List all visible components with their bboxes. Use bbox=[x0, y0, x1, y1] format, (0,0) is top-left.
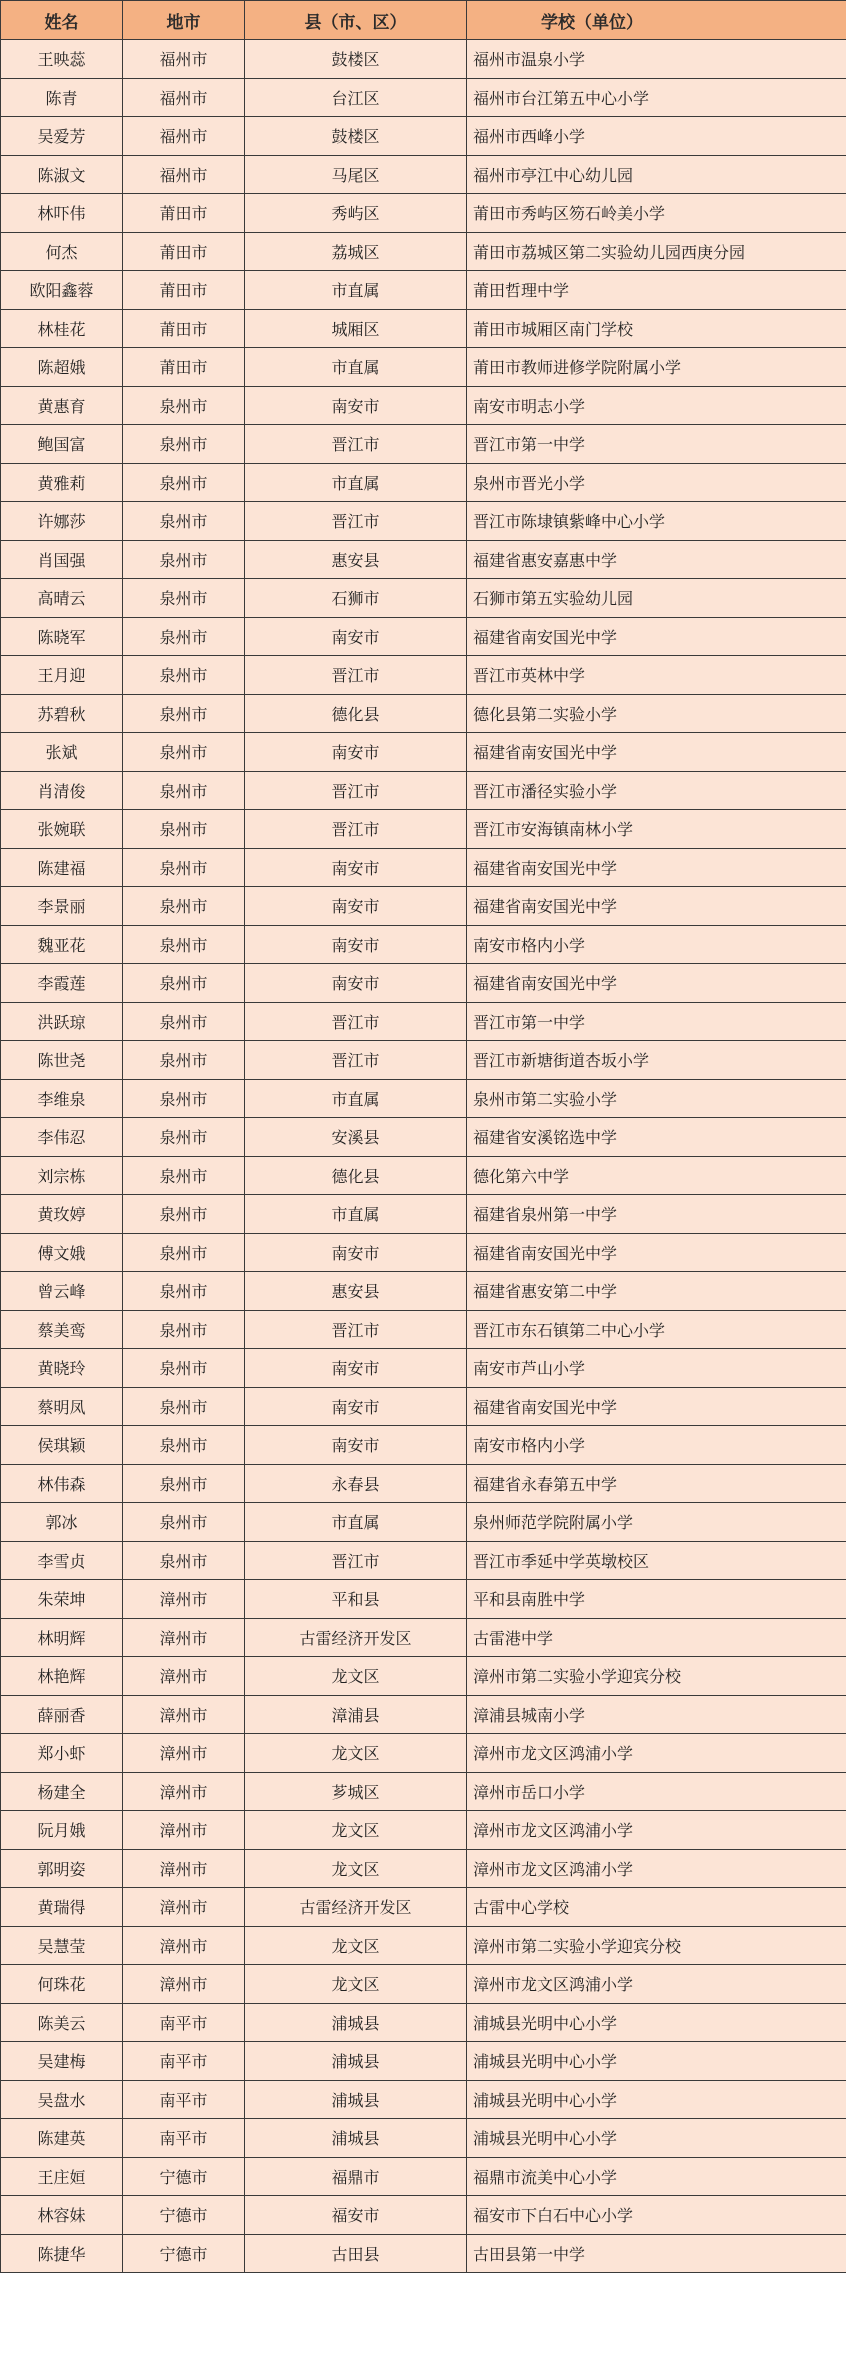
cell-school: 福建省南安国光中学 bbox=[467, 887, 846, 926]
cell-city: 漳州市 bbox=[123, 1657, 245, 1696]
cell-name: 李景丽 bbox=[1, 887, 123, 926]
cell-name: 吴爱芳 bbox=[1, 117, 123, 156]
cell-county: 晋江市 bbox=[245, 1002, 467, 1041]
cell-city: 莆田市 bbox=[123, 232, 245, 271]
cell-county: 台江区 bbox=[245, 78, 467, 117]
table-row bbox=[1, 925, 846, 964]
cell-city: 漳州市 bbox=[123, 1965, 245, 2004]
cell-city: 泉州市 bbox=[123, 771, 245, 810]
cell-county: 安溪县 bbox=[245, 1118, 467, 1157]
cell-school: 福安市下白石中心小学 bbox=[467, 2196, 846, 2235]
cell-name: 林伟森 bbox=[1, 1464, 123, 1503]
cell-county: 市直属 bbox=[245, 271, 467, 310]
cell-name: 张婉联 bbox=[1, 810, 123, 849]
table-row bbox=[1, 2119, 846, 2158]
cell-city: 泉州市 bbox=[123, 694, 245, 733]
cell-name: 陈青 bbox=[1, 78, 123, 117]
cell-city: 漳州市 bbox=[123, 1849, 245, 1888]
cell-name: 何杰 bbox=[1, 232, 123, 271]
cell-city: 漳州市 bbox=[123, 1618, 245, 1657]
cell-school: 古雷中心学校 bbox=[467, 1888, 846, 1927]
table-row bbox=[1, 1118, 846, 1157]
cell-name: 林艳辉 bbox=[1, 1657, 123, 1696]
table-row bbox=[1, 232, 846, 271]
cell-school: 泉州市第二实验小学 bbox=[467, 1079, 846, 1118]
cell-school: 福建省南安国光中学 bbox=[467, 733, 846, 772]
table-row bbox=[1, 1811, 846, 1850]
cell-school: 德化县第二实验小学 bbox=[467, 694, 846, 733]
cell-city: 泉州市 bbox=[123, 1195, 245, 1234]
table-row bbox=[1, 309, 846, 348]
cell-name: 李雪贞 bbox=[1, 1541, 123, 1580]
cell-city: 福州市 bbox=[123, 78, 245, 117]
cell-school: 漳州市龙文区鸿浦小学 bbox=[467, 1734, 846, 1773]
cell-school: 福建省南安国光中学 bbox=[467, 1233, 846, 1272]
cell-name: 李维泉 bbox=[1, 1079, 123, 1118]
cell-school: 泉州市晋光小学 bbox=[467, 463, 846, 502]
table-row bbox=[1, 463, 846, 502]
cell-county: 晋江市 bbox=[245, 1541, 467, 1580]
cell-name: 蔡美鸾 bbox=[1, 1310, 123, 1349]
table-row bbox=[1, 2042, 846, 2081]
cell-school: 漳州市龙文区鸿浦小学 bbox=[467, 1811, 846, 1850]
cell-name: 高晴云 bbox=[1, 579, 123, 618]
table-row bbox=[1, 2234, 846, 2273]
cell-county: 市直属 bbox=[245, 348, 467, 387]
header-row bbox=[1, 1, 846, 40]
cell-county: 南安市 bbox=[245, 733, 467, 772]
cell-school: 南安市格内小学 bbox=[467, 925, 846, 964]
cell-county: 南安市 bbox=[245, 1233, 467, 1272]
cell-county: 龙文区 bbox=[245, 1849, 467, 1888]
cell-city: 泉州市 bbox=[123, 733, 245, 772]
cell-school: 晋江市第一中学 bbox=[467, 425, 846, 464]
cell-city: 漳州市 bbox=[123, 1580, 245, 1619]
cell-name: 陈建英 bbox=[1, 2119, 123, 2158]
cell-county: 平和县 bbox=[245, 1580, 467, 1619]
table-row bbox=[1, 1195, 846, 1234]
table-row bbox=[1, 1002, 846, 1041]
table-row bbox=[1, 194, 846, 233]
cell-city: 泉州市 bbox=[123, 540, 245, 579]
cell-county: 古雷经济开发区 bbox=[245, 1618, 467, 1657]
cell-name: 吴慧莹 bbox=[1, 1926, 123, 1965]
cell-county: 福安市 bbox=[245, 2196, 467, 2235]
table-row bbox=[1, 2196, 846, 2235]
cell-name: 黄瑞得 bbox=[1, 1888, 123, 1927]
cell-name: 薛丽香 bbox=[1, 1695, 123, 1734]
cell-city: 泉州市 bbox=[123, 463, 245, 502]
table-row bbox=[1, 1464, 846, 1503]
cell-city: 泉州市 bbox=[123, 425, 245, 464]
cell-name: 林明辉 bbox=[1, 1618, 123, 1657]
cell-city: 福州市 bbox=[123, 40, 245, 79]
cell-name: 陈世尧 bbox=[1, 1041, 123, 1080]
cell-school: 莆田市荔城区第二实验幼儿园西庚分园 bbox=[467, 232, 846, 271]
table-row bbox=[1, 579, 846, 618]
cell-name: 林容妹 bbox=[1, 2196, 123, 2235]
cell-county: 龙文区 bbox=[245, 1965, 467, 2004]
cell-county: 城厢区 bbox=[245, 309, 467, 348]
cell-city: 漳州市 bbox=[123, 1734, 245, 1773]
cell-school: 漳浦县城南小学 bbox=[467, 1695, 846, 1734]
cell-city: 泉州市 bbox=[123, 1503, 245, 1542]
cell-city: 南平市 bbox=[123, 2003, 245, 2042]
cell-school: 莆田哲理中学 bbox=[467, 271, 846, 310]
cell-school: 平和县南胜中学 bbox=[467, 1580, 846, 1619]
cell-school: 浦城县光明中心小学 bbox=[467, 2042, 846, 2081]
cell-name: 陈晓军 bbox=[1, 617, 123, 656]
table-row bbox=[1, 155, 846, 194]
table-row bbox=[1, 2003, 846, 2042]
cell-county: 惠安县 bbox=[245, 1272, 467, 1311]
cell-city: 宁德市 bbox=[123, 2234, 245, 2273]
cell-county: 漳浦县 bbox=[245, 1695, 467, 1734]
cell-city: 南平市 bbox=[123, 2080, 245, 2119]
header-school: 学校（单位） bbox=[467, 1, 846, 40]
cell-city: 南平市 bbox=[123, 2119, 245, 2158]
cell-city: 泉州市 bbox=[123, 1041, 245, 1080]
table-row bbox=[1, 78, 846, 117]
cell-city: 泉州市 bbox=[123, 1310, 245, 1349]
cell-city: 泉州市 bbox=[123, 1464, 245, 1503]
cell-city: 泉州市 bbox=[123, 1349, 245, 1388]
table-row bbox=[1, 425, 846, 464]
header-city: 地市 bbox=[123, 1, 245, 40]
cell-city: 泉州市 bbox=[123, 1079, 245, 1118]
table-row bbox=[1, 1695, 846, 1734]
cell-name: 何珠花 bbox=[1, 1965, 123, 2004]
table-row bbox=[1, 1156, 846, 1195]
table-row bbox=[1, 1618, 846, 1657]
cell-school: 漳州市第二实验小学迎宾分校 bbox=[467, 1926, 846, 1965]
table-row bbox=[1, 540, 846, 579]
table-row bbox=[1, 1926, 846, 1965]
cell-school: 福建省惠安第二中学 bbox=[467, 1272, 846, 1311]
table-row bbox=[1, 271, 846, 310]
cell-city: 漳州市 bbox=[123, 1695, 245, 1734]
cell-name: 黄晓玲 bbox=[1, 1349, 123, 1388]
cell-county: 龙文区 bbox=[245, 1811, 467, 1850]
table-row bbox=[1, 656, 846, 695]
cell-name: 陈建福 bbox=[1, 848, 123, 887]
cell-name: 曾云峰 bbox=[1, 1272, 123, 1311]
cell-city: 莆田市 bbox=[123, 309, 245, 348]
cell-county: 晋江市 bbox=[245, 771, 467, 810]
cell-school: 南安市格内小学 bbox=[467, 1426, 846, 1465]
table-row bbox=[1, 1580, 846, 1619]
cell-city: 泉州市 bbox=[123, 1541, 245, 1580]
cell-school: 古田县第一中学 bbox=[467, 2234, 846, 2273]
cell-county: 荔城区 bbox=[245, 232, 467, 271]
cell-school: 福州市亭江中心幼儿园 bbox=[467, 155, 846, 194]
cell-city: 漳州市 bbox=[123, 1772, 245, 1811]
cell-school: 石狮市第五实验幼儿园 bbox=[467, 579, 846, 618]
cell-city: 漳州市 bbox=[123, 1811, 245, 1850]
cell-school: 德化第六中学 bbox=[467, 1156, 846, 1195]
cell-school: 福州市温泉小学 bbox=[467, 40, 846, 79]
cell-city: 泉州市 bbox=[123, 925, 245, 964]
cell-name: 黄雅莉 bbox=[1, 463, 123, 502]
table-row bbox=[1, 117, 846, 156]
cell-city: 泉州市 bbox=[123, 1272, 245, 1311]
cell-school: 福建省南安国光中学 bbox=[467, 848, 846, 887]
cell-name: 欧阳鑫蓉 bbox=[1, 271, 123, 310]
cell-county: 晋江市 bbox=[245, 656, 467, 695]
cell-city: 莆田市 bbox=[123, 271, 245, 310]
cell-school: 晋江市东石镇第二中心小学 bbox=[467, 1310, 846, 1349]
cell-county: 市直属 bbox=[245, 1503, 467, 1542]
table-row bbox=[1, 1310, 846, 1349]
cell-name: 陈捷华 bbox=[1, 2234, 123, 2273]
cell-name: 王映蕊 bbox=[1, 40, 123, 79]
cell-city: 泉州市 bbox=[123, 386, 245, 425]
cell-county: 南安市 bbox=[245, 848, 467, 887]
cell-county: 龙文区 bbox=[245, 1657, 467, 1696]
cell-city: 泉州市 bbox=[123, 887, 245, 926]
cell-name: 洪跃琼 bbox=[1, 1002, 123, 1041]
cell-school: 福州市西峰小学 bbox=[467, 117, 846, 156]
cell-school: 莆田市秀屿区笏石岭美小学 bbox=[467, 194, 846, 233]
cell-city: 泉州市 bbox=[123, 1233, 245, 1272]
cell-school: 晋江市陈埭镇紫峰中心小学 bbox=[467, 502, 846, 541]
table-row bbox=[1, 848, 846, 887]
cell-city: 泉州市 bbox=[123, 964, 245, 1003]
cell-county: 南安市 bbox=[245, 925, 467, 964]
cell-county: 古田县 bbox=[245, 2234, 467, 2273]
table-row bbox=[1, 1965, 846, 2004]
cell-school: 漳州市第二实验小学迎宾分校 bbox=[467, 1657, 846, 1696]
cell-name: 朱荣坤 bbox=[1, 1580, 123, 1619]
table-row bbox=[1, 1349, 846, 1388]
header-name: 姓名 bbox=[1, 1, 123, 40]
cell-school: 古雷港中学 bbox=[467, 1618, 846, 1657]
cell-name: 郭冰 bbox=[1, 1503, 123, 1542]
table-row bbox=[1, 2080, 846, 2119]
cell-school: 晋江市季延中学英墩校区 bbox=[467, 1541, 846, 1580]
cell-name: 傅文娥 bbox=[1, 1233, 123, 1272]
roster-body bbox=[1, 40, 846, 2273]
cell-name: 蔡明凤 bbox=[1, 1387, 123, 1426]
cell-county: 晋江市 bbox=[245, 1041, 467, 1080]
cell-name: 林吓伟 bbox=[1, 194, 123, 233]
cell-name: 林桂花 bbox=[1, 309, 123, 348]
table-row bbox=[1, 887, 846, 926]
table-row bbox=[1, 1426, 846, 1465]
cell-county: 市直属 bbox=[245, 1079, 467, 1118]
table-row bbox=[1, 386, 846, 425]
cell-county: 浦城县 bbox=[245, 2003, 467, 2042]
cell-name: 鲍国富 bbox=[1, 425, 123, 464]
table-row bbox=[1, 502, 846, 541]
table-row bbox=[1, 1541, 846, 1580]
cell-county: 浦城县 bbox=[245, 2080, 467, 2119]
cell-county: 南安市 bbox=[245, 617, 467, 656]
cell-school: 南安市明志小学 bbox=[467, 386, 846, 425]
cell-city: 泉州市 bbox=[123, 502, 245, 541]
cell-school: 福建省南安国光中学 bbox=[467, 964, 846, 1003]
cell-name: 吴盘水 bbox=[1, 2080, 123, 2119]
cell-county: 鼓楼区 bbox=[245, 117, 467, 156]
table-row bbox=[1, 1079, 846, 1118]
table-row bbox=[1, 617, 846, 656]
cell-county: 南安市 bbox=[245, 1426, 467, 1465]
cell-city: 泉州市 bbox=[123, 617, 245, 656]
cell-school: 福建省永春第五中学 bbox=[467, 1464, 846, 1503]
cell-city: 福州市 bbox=[123, 155, 245, 194]
cell-school: 福建省安溪铭选中学 bbox=[467, 1118, 846, 1157]
cell-city: 泉州市 bbox=[123, 1426, 245, 1465]
cell-name: 杨建全 bbox=[1, 1772, 123, 1811]
table-row bbox=[1, 1503, 846, 1542]
cell-city: 宁德市 bbox=[123, 2196, 245, 2235]
cell-county: 市直属 bbox=[245, 1195, 467, 1234]
cell-city: 福州市 bbox=[123, 117, 245, 156]
cell-name: 陈超娥 bbox=[1, 348, 123, 387]
cell-county: 福鼎市 bbox=[245, 2157, 467, 2196]
cell-county: 晋江市 bbox=[245, 1310, 467, 1349]
cell-county: 鼓楼区 bbox=[245, 40, 467, 79]
cell-name: 陈淑文 bbox=[1, 155, 123, 194]
cell-name: 阮月娥 bbox=[1, 1811, 123, 1850]
cell-county: 德化县 bbox=[245, 1156, 467, 1195]
table-row bbox=[1, 1041, 846, 1080]
cell-name: 刘宗栋 bbox=[1, 1156, 123, 1195]
cell-name: 王庄姮 bbox=[1, 2157, 123, 2196]
cell-school: 晋江市英林中学 bbox=[467, 656, 846, 695]
cell-name: 许娜莎 bbox=[1, 502, 123, 541]
cell-city: 泉州市 bbox=[123, 1156, 245, 1195]
table-row bbox=[1, 40, 846, 79]
cell-county: 秀屿区 bbox=[245, 194, 467, 233]
cell-school: 福建省南安国光中学 bbox=[467, 617, 846, 656]
cell-county: 南安市 bbox=[245, 1349, 467, 1388]
cell-city: 莆田市 bbox=[123, 194, 245, 233]
cell-city: 泉州市 bbox=[123, 1002, 245, 1041]
cell-school: 浦城县光明中心小学 bbox=[467, 2119, 846, 2158]
cell-school: 福建省泉州第一中学 bbox=[467, 1195, 846, 1234]
cell-county: 古雷经济开发区 bbox=[245, 1888, 467, 1927]
table-row bbox=[1, 1849, 846, 1888]
table-row bbox=[1, 771, 846, 810]
cell-city: 宁德市 bbox=[123, 2157, 245, 2196]
cell-school: 福鼎市流美中心小学 bbox=[467, 2157, 846, 2196]
table-row bbox=[1, 694, 846, 733]
cell-city: 泉州市 bbox=[123, 810, 245, 849]
table-row bbox=[1, 1772, 846, 1811]
cell-school: 晋江市潘径实验小学 bbox=[467, 771, 846, 810]
cell-name: 苏碧秋 bbox=[1, 694, 123, 733]
cell-city: 漳州市 bbox=[123, 1926, 245, 1965]
cell-school: 福建省惠安嘉惠中学 bbox=[467, 540, 846, 579]
table-row bbox=[1, 964, 846, 1003]
cell-county: 南安市 bbox=[245, 386, 467, 425]
cell-county: 晋江市 bbox=[245, 810, 467, 849]
cell-county: 浦城县 bbox=[245, 2042, 467, 2081]
cell-city: 泉州市 bbox=[123, 1118, 245, 1157]
cell-name: 张斌 bbox=[1, 733, 123, 772]
table-row bbox=[1, 348, 846, 387]
cell-county: 南安市 bbox=[245, 1387, 467, 1426]
cell-county: 市直属 bbox=[245, 463, 467, 502]
cell-school: 晋江市第一中学 bbox=[467, 1002, 846, 1041]
cell-city: 泉州市 bbox=[123, 656, 245, 695]
cell-school: 南安市芦山小学 bbox=[467, 1349, 846, 1388]
cell-city: 泉州市 bbox=[123, 579, 245, 618]
cell-school: 漳州市龙文区鸿浦小学 bbox=[467, 1965, 846, 2004]
cell-school: 泉州师范学院附属小学 bbox=[467, 1503, 846, 1542]
cell-county: 浦城县 bbox=[245, 2119, 467, 2158]
cell-county: 晋江市 bbox=[245, 502, 467, 541]
cell-city: 莆田市 bbox=[123, 348, 245, 387]
table-row bbox=[1, 1233, 846, 1272]
cell-county: 南安市 bbox=[245, 887, 467, 926]
cell-city: 泉州市 bbox=[123, 848, 245, 887]
cell-name: 李霞莲 bbox=[1, 964, 123, 1003]
cell-school: 浦城县光明中心小学 bbox=[467, 2003, 846, 2042]
table-row bbox=[1, 810, 846, 849]
cell-city: 漳州市 bbox=[123, 1888, 245, 1927]
cell-school: 晋江市新塘街道杏坂小学 bbox=[467, 1041, 846, 1080]
cell-name: 黄玫婷 bbox=[1, 1195, 123, 1234]
cell-city: 南平市 bbox=[123, 2042, 245, 2081]
cell-county: 马尾区 bbox=[245, 155, 467, 194]
cell-school: 莆田市城厢区南门学校 bbox=[467, 309, 846, 348]
cell-name: 王月迎 bbox=[1, 656, 123, 695]
cell-city: 泉州市 bbox=[123, 1387, 245, 1426]
cell-name: 肖国强 bbox=[1, 540, 123, 579]
cell-name: 魏亚花 bbox=[1, 925, 123, 964]
cell-name: 肖清俊 bbox=[1, 771, 123, 810]
cell-name: 侯琪颖 bbox=[1, 1426, 123, 1465]
cell-name: 郑小虾 bbox=[1, 1734, 123, 1773]
cell-name: 李伟忍 bbox=[1, 1118, 123, 1157]
cell-school: 莆田市教师进修学院附属小学 bbox=[467, 348, 846, 387]
cell-county: 石狮市 bbox=[245, 579, 467, 618]
cell-name: 郭明姿 bbox=[1, 1849, 123, 1888]
header-county: 县（市、区） bbox=[245, 1, 467, 40]
table-row bbox=[1, 2157, 846, 2196]
cell-county: 晋江市 bbox=[245, 425, 467, 464]
table-row bbox=[1, 1888, 846, 1927]
cell-county: 龙文区 bbox=[245, 1734, 467, 1773]
table-row bbox=[1, 733, 846, 772]
cell-school: 晋江市安海镇南林小学 bbox=[467, 810, 846, 849]
cell-county: 惠安县 bbox=[245, 540, 467, 579]
cell-county: 德化县 bbox=[245, 694, 467, 733]
cell-name: 陈美云 bbox=[1, 2003, 123, 2042]
cell-school: 浦城县光明中心小学 bbox=[467, 2080, 846, 2119]
cell-county: 永春县 bbox=[245, 1464, 467, 1503]
cell-county: 芗城区 bbox=[245, 1772, 467, 1811]
cell-school: 福州市台江第五中心小学 bbox=[467, 78, 846, 117]
cell-name: 吴建梅 bbox=[1, 2042, 123, 2081]
table-row bbox=[1, 1657, 846, 1696]
cell-county: 南安市 bbox=[245, 964, 467, 1003]
cell-school: 漳州市岳口小学 bbox=[467, 1772, 846, 1811]
cell-school: 漳州市龙文区鸿浦小学 bbox=[467, 1849, 846, 1888]
cell-name: 黄惠育 bbox=[1, 386, 123, 425]
cell-school: 福建省南安国光中学 bbox=[467, 1387, 846, 1426]
table-row bbox=[1, 1272, 846, 1311]
table-row bbox=[1, 1734, 846, 1773]
table-row bbox=[1, 1387, 846, 1426]
cell-county: 龙文区 bbox=[245, 1926, 467, 1965]
